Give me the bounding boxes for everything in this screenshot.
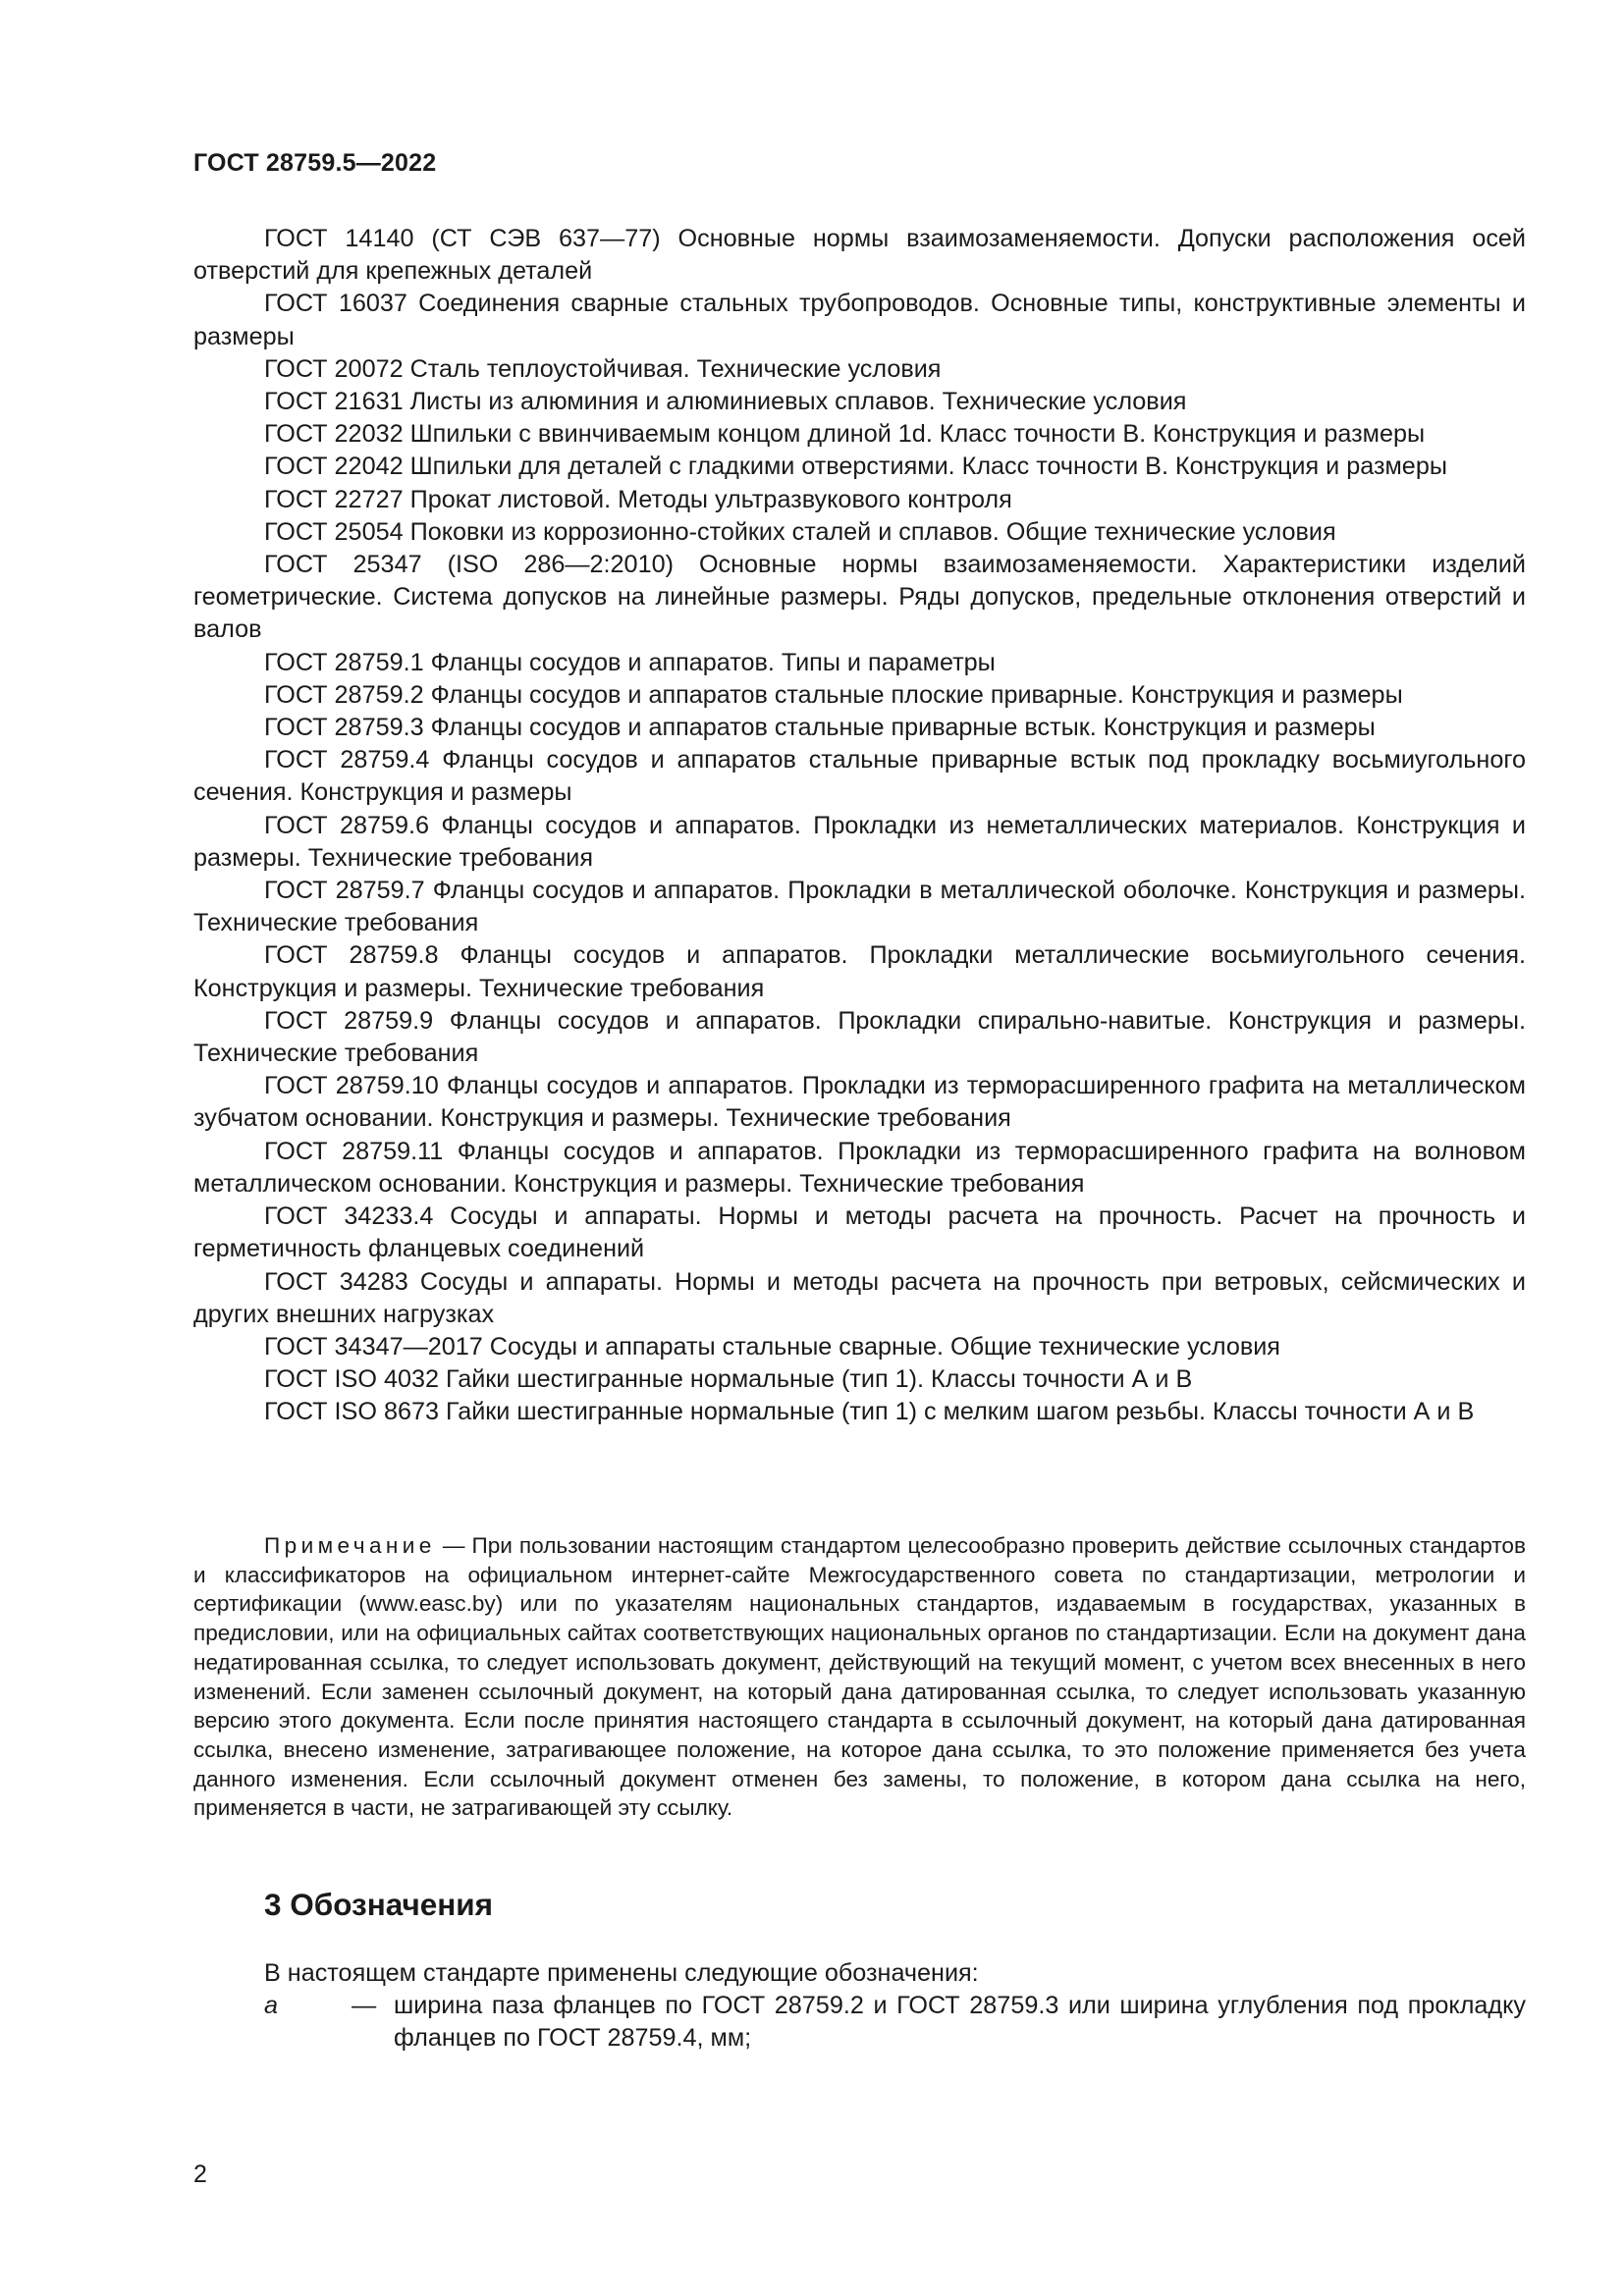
reference-item: ГОСТ 25054 Поковки из коррозионно-стойких сталей и сплавов. Общие технические условия <box>264 517 1336 546</box>
reference-item: ГОСТ 28759.10 Фланцы сосудов и аппаратов. Прокладки из терморасширенного графита на металлическом зубчатом основании. Конструкция и размеры. Технические требования <box>193 1072 1526 1133</box>
normative-references-list <box>193 223 1526 1429</box>
reference-item: ГОСТ 20072 Сталь теплоустойчивая. Технические условия <box>264 354 942 383</box>
note-label: Примечание <box>264 1533 436 1558</box>
section-title: 3 Обозначения <box>264 1887 494 1922</box>
document-header: ГОСТ 28759.5—2022 <box>193 149 437 177</box>
reference-item: ГОСТ 28759.2 Фланцы сосудов и аппаратов стальные плоские приварные. Конструкция и размеры <box>264 680 1403 709</box>
symbol-description: ширина паза фланцев по ГОСТ 28759.2 и ГОСТ 28759.3 или ширина углубления под прокладку фланцев по ГОСТ 28759.4, мм; <box>394 1992 1526 2053</box>
reference-item: ГОСТ ISO 8673 Гайки шестигранные нормальные (тип 1) с мелким шагом резьбы. Классы точности А и В <box>264 1398 1475 1426</box>
reference-item: ГОСТ 28759.7 Фланцы сосудов и аппаратов. Прокладки в металлической оболочке. Конструкция и размеры. Технические требования <box>193 877 1526 937</box>
note-text: — При пользовании настоящим стандартом целесообразно проверить действие ссылочных стандартов и классификаторов на официальном интернет-сайте Межгосударственного совета по стандартизации, метрологии и сертификации (www.easc.by) или по указателям национальных стандартов, издаваемым в государствах, указанных в предисловии, или на официальных сайтах соответствующих национальных органов по стандартизации. Если на документ дана недатированная ссылка, то следует использовать документ, действующий на текущий момент, с учетом всех внесенных в него изменений. Если заменен ссылочный документ, на который дана датированная ссылка, то следует использовать указанную версию этого документа. Если после принятия настоящего стандарта в ссылочный документ, на который дана датированная ссылка, внесено изменение, затрагивающее положение, на которое дана ссылка, то это положение применяется без учета данного изменения. Если ссылочный документ отменен без замены, то положение, в котором дана ссылка на него, применяется в части, не затрагивающей эту ссылку. <box>193 1533 1526 1821</box>
reference-item: ГОСТ 22042 Шпильки для деталей с гладкими отверстиями. Класс точности В. Конструкция и размеры <box>264 453 1447 481</box>
reference-item: ГОСТ 16037 Соединения сварные стальных трубопроводов. Основные типы, конструктивные элементы и размеры <box>193 290 1526 350</box>
reference-item: ГОСТ 22032 Шпильки с ввинчиваемым концом длиной 1d. Класс точности В. Конструкция и размеры <box>264 420 1426 449</box>
reference-item: ГОСТ 34347—2017 Сосуды и аппараты стальные сварные. Общие технические условия <box>264 1332 1280 1361</box>
reference-item: ГОСТ 28759.4 Фланцы сосудов и аппаратов стальные приварные встык под прокладку восьмиугольного сечения. Конструкция и размеры <box>193 746 1526 807</box>
reference-item: ГОСТ 28759.9 Фланцы сосудов и аппаратов. Прокладки спирально-навитые. Конструкция и размеры. Технические требования <box>193 1006 1526 1068</box>
reference-item: ГОСТ 34233.4 Сосуды и аппараты. Нормы и методы расчета на прочность. Расчет на прочность и герметичность фланцевых соединений <box>193 1202 1526 1263</box>
reference-item: ГОСТ 28759.11 Фланцы сосудов и аппаратов. Прокладки из терморасширенного графита на волновом металлическом основании. Конструкция и размеры. Технические требования <box>193 1137 1526 1198</box>
reference-item: ГОСТ 25347 (ISO 286—2:2010) Основные нормы взаимозаменяемости. Характеристики изделий геометрические. Система допусков на линейные размеры. Ряды допусков, предельные отклонения отверстий и валов <box>193 551 1526 644</box>
symbol-definition <box>264 1990 1526 2055</box>
reference-item: ГОСТ 34283 Сосуды и аппараты. Нормы и методы расчета на прочность при ветровых, сейсмических и других внешних нагрузках <box>193 1267 1526 1328</box>
reference-item: ГОСТ 28759.6 Фланцы сосудов и аппаратов. Прокладки из неметаллических материалов. Конструкция и размеры. Технические требования <box>193 811 1526 872</box>
symbol: a <box>264 1992 279 2019</box>
reference-item: ГОСТ 21631 Листы из алюминия и алюминиевых сплавов. Технические условия <box>264 388 1187 416</box>
reference-item: ГОСТ 28759.3 Фланцы сосудов и аппаратов стальные приварные встык. Конструкция и размеры <box>264 714 1376 742</box>
reference-item: ГОСТ 14140 (СТ СЭВ 637—77) Основные нормы взаимозаменяемости. Допуски расположения осей отверстий для крепежных деталей <box>193 225 1526 286</box>
reference-item: ГОСТ ISO 4032 Гайки шестигранные нормальные (тип 1). Классы точности А и В <box>264 1365 1193 1394</box>
note-block <box>193 1531 1526 1823</box>
reference-item: ГОСТ 22727 Прокат листовой. Методы ультразвукового контроля <box>264 485 1012 513</box>
reference-item: ГОСТ 28759.1 Фланцы сосудов и аппаратов. Типы и параметры <box>264 648 996 676</box>
section-intro: В настоящем стандарте применены следующие обозначения: <box>264 1959 979 1987</box>
note-paragraph <box>193 1531 1526 1823</box>
page-number: 2 <box>193 2161 207 2188</box>
reference-item: ГОСТ 28759.8 Фланцы сосудов и аппаратов. Прокладки металлические восьмиугольного сечения. Конструкция и размеры. Технические требования <box>193 941 1526 1002</box>
symbol-dash: — <box>352 1992 377 2019</box>
